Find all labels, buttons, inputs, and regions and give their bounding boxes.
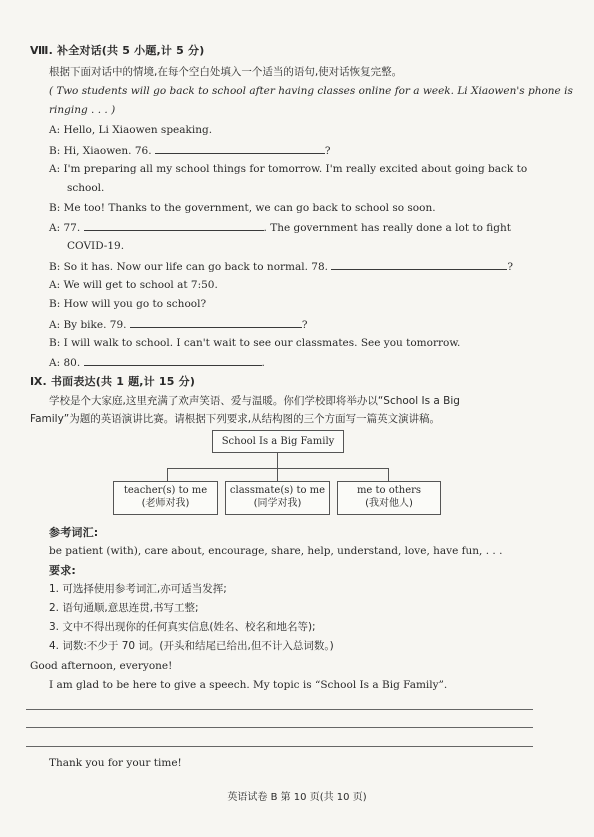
diagram-connector-vertical xyxy=(277,452,278,469)
requirements-title: 要求: xyxy=(49,564,76,577)
blank-80[interactable] xyxy=(84,356,262,366)
blank-76[interactable] xyxy=(155,144,325,154)
dialogue-line-11 xyxy=(49,356,265,370)
diagram-root-label: School Is a Big Family xyxy=(221,436,335,447)
speech-greeting: Good afternoon, everyone! xyxy=(30,660,173,672)
diagram-child-others-zh: (我对他人) xyxy=(365,497,413,509)
dialogue-line-6-suffix: ? xyxy=(507,261,513,273)
section-8-instruction: 根据下面对话中的情境,在每个空白处填入一个适当的语句,使对话恢复完整。 xyxy=(49,66,403,78)
dialogue-line-8: B: How will you go to school? xyxy=(49,298,207,310)
vocab-title: 参考词汇: xyxy=(49,526,99,539)
page-footer: 英语试卷 B 第 10 页(共 10 页) xyxy=(227,792,367,803)
section-9-title: Ⅸ. 书面表达(共 1 题,计 15 分) xyxy=(30,375,196,388)
diagram-child-classmates xyxy=(225,481,330,515)
scene-line-2: ringing . . . ) xyxy=(49,104,116,116)
dialogue-line-2-text: B: Hi, Xiaowen. 76. xyxy=(49,145,152,157)
writing-line-2[interactable] xyxy=(26,727,533,728)
dialogue-line-6 xyxy=(49,260,513,274)
scene-line-1: ( Two students will go back to school after having classes online for a week. Li Xiaowen's phone is xyxy=(49,85,573,97)
dialogue-line-11-text: A: 80. xyxy=(49,357,81,369)
diagram-connector-middle xyxy=(277,468,278,481)
dialogue-line-11-suffix: . xyxy=(261,357,265,369)
diagram-connector-right xyxy=(388,468,389,481)
dialogue-line-7: A: We will get to school at 7:50. xyxy=(49,279,218,291)
speech-closing: Thank you for your time! xyxy=(49,757,182,769)
diagram-child-teachers-en: teacher(s) to me xyxy=(123,485,208,496)
blank-78[interactable] xyxy=(331,260,507,270)
requirement-3: 3. 文中不得出现你的任何真实信息(姓名、校名和地名等); xyxy=(49,621,316,633)
blank-77[interactable] xyxy=(84,221,264,231)
diagram-child-others-en: me to others xyxy=(356,485,422,496)
diagram-child-teachers-zh: (老师对我) xyxy=(141,497,190,509)
dialogue-line-1: A: Hello, Li Xiaowen speaking. xyxy=(49,124,213,136)
dialogue-line-9 xyxy=(49,318,307,332)
diagram-root-box xyxy=(212,430,344,453)
writing-line-1[interactable] xyxy=(26,709,533,710)
prompt-line-1: 学校是个大家庭,这里充满了欢声笑语、爱与温暖。你们学校即将举办以“School Is a Big xyxy=(49,395,460,407)
dialogue-line-2 xyxy=(49,144,331,158)
diagram-child-classmates-zh: (同学对我) xyxy=(253,497,302,509)
diagram-child-teachers xyxy=(113,481,218,515)
blank-79[interactable] xyxy=(130,318,302,328)
dialogue-line-4: B: Me too! Thanks to the government, we can go back to school so soon. xyxy=(49,202,436,214)
dialogue-line-5-cont: COVID-19. xyxy=(67,240,125,252)
dialogue-line-9-text: A: By bike. 79. xyxy=(49,319,127,331)
diagram-child-classmates-en: classmate(s) to me xyxy=(229,485,326,496)
diagram-child-others xyxy=(337,481,441,515)
section-8-title: Ⅷ. 补全对话(共 5 小题,计 5 分) xyxy=(30,44,205,57)
writing-line-3[interactable] xyxy=(26,746,533,747)
dialogue-line-3-cont: school. xyxy=(67,182,105,194)
dialogue-line-3: A: I'm preparing all my school things for tomorrow. I'm really excited about going back to xyxy=(49,163,528,175)
requirement-2: 2. 语句通顺,意思连贯,书写工整; xyxy=(49,602,199,614)
dialogue-line-5-suffix: . The government has really done a lot to fight xyxy=(263,222,511,234)
dialogue-line-5 xyxy=(49,221,511,235)
dialogue-line-5-text: A: 77. xyxy=(49,222,81,234)
speech-opening: I am glad to be here to give a speech. My topic is “School Is a Big Family”. xyxy=(49,679,448,691)
dialogue-line-2-suffix: ? xyxy=(324,145,331,157)
dialogue-line-6-text: B: So it has. Now our life can go back to normal. 78. xyxy=(49,261,328,273)
dialogue-line-9-suffix: ? xyxy=(301,319,308,331)
requirement-4: 4. 词数:不少于 70 词。(开头和结尾已给出,但不计入总词数。) xyxy=(49,640,334,652)
prompt-line-2: Family”为题的英语演讲比赛。请根据下列要求,从结构图的三个方面写一篇英文演讲稿。 xyxy=(30,413,441,425)
vocab-list: be patient (with), care about, encourage, share, help, understand, love, have fun, . . . xyxy=(49,545,503,557)
diagram-connector-left xyxy=(167,468,168,481)
requirement-1: 1. 可选择使用参考词汇,亦可适当发挥; xyxy=(49,583,227,595)
dialogue-line-10: B: I will walk to school. I can't wait to see our classmates. See you tomorrow. xyxy=(49,337,461,349)
